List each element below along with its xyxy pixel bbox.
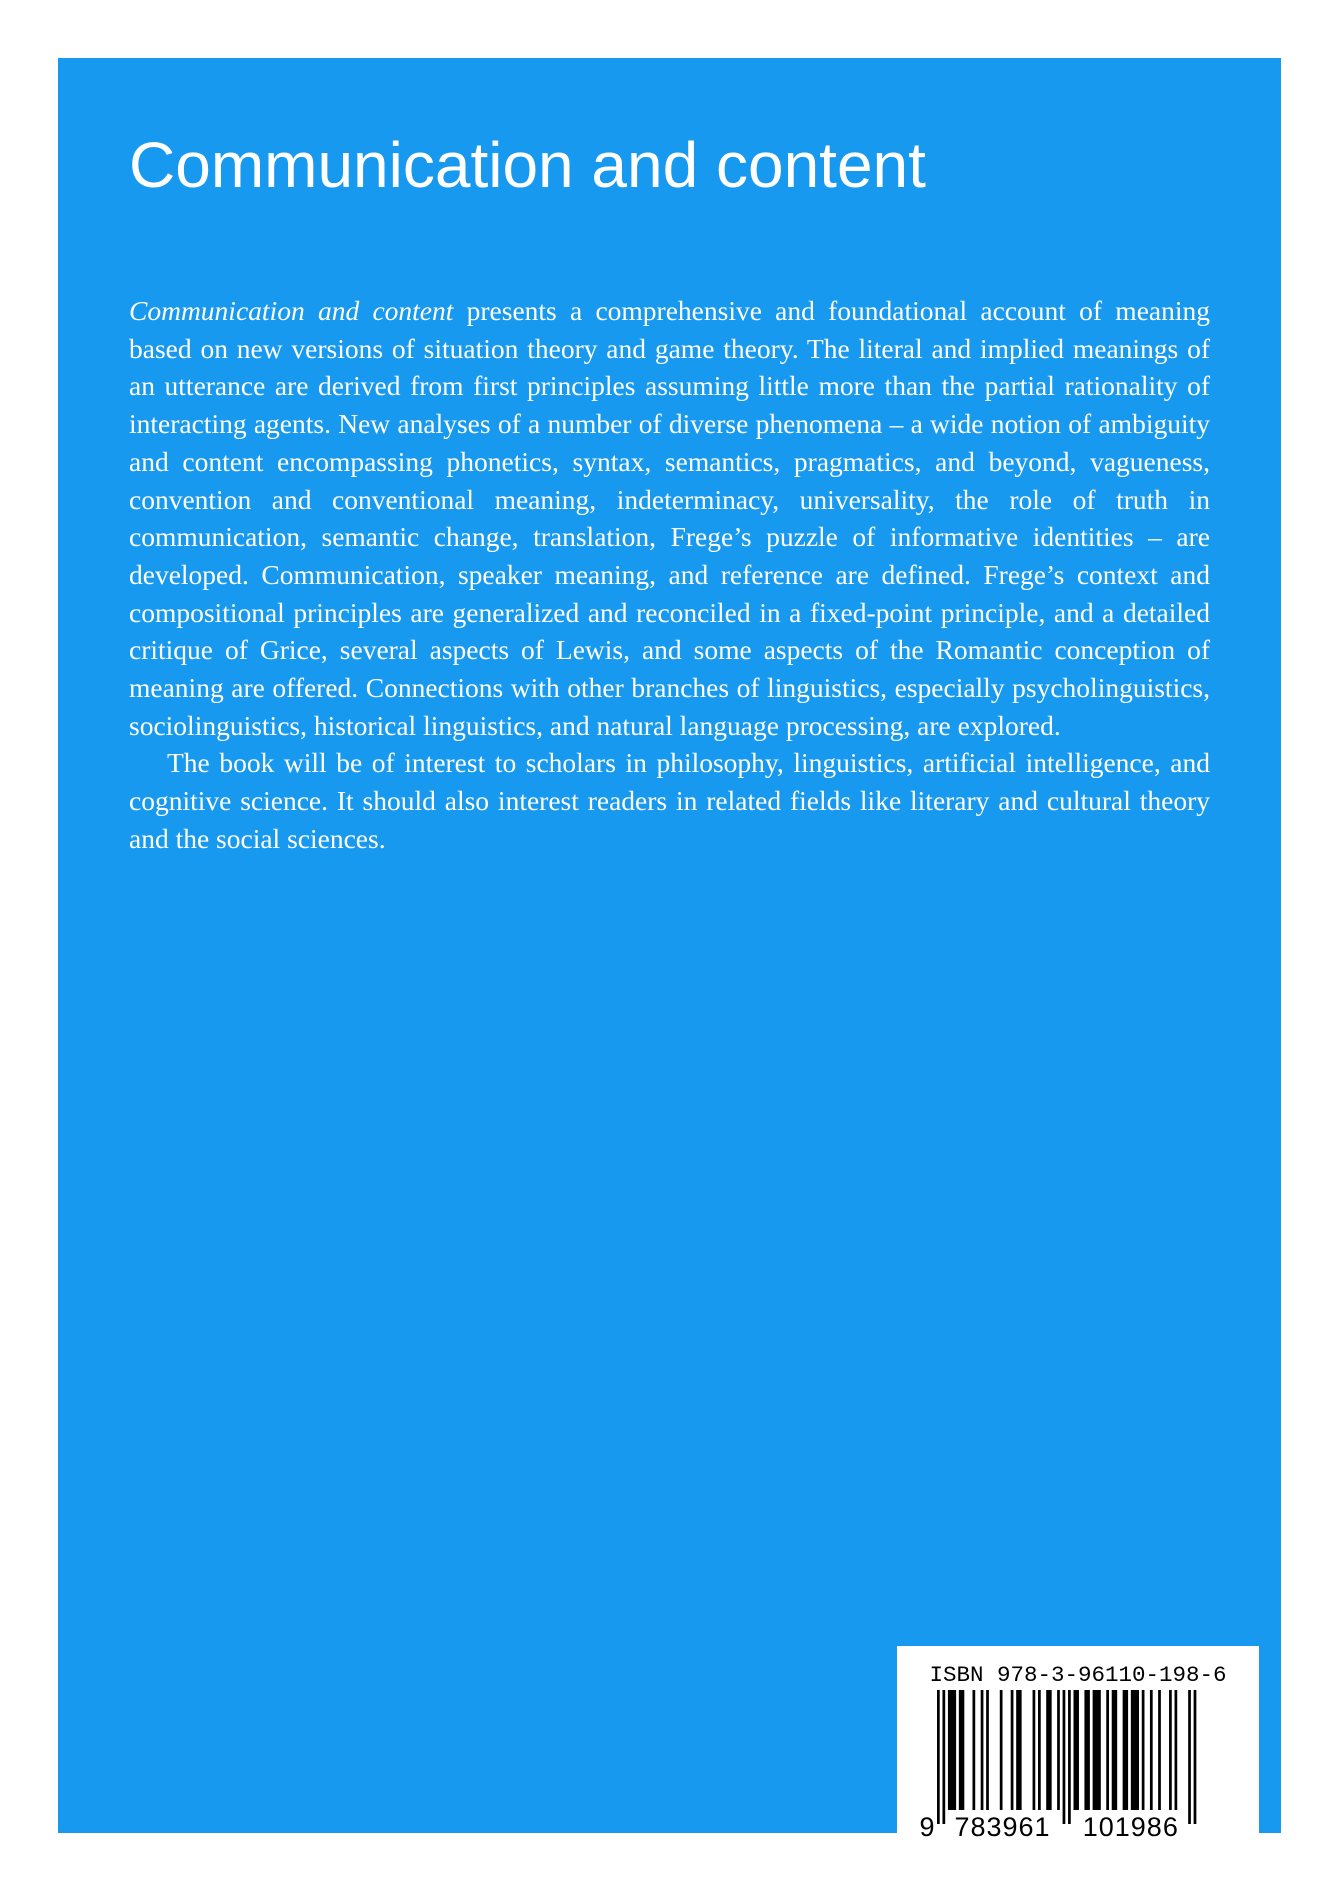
barcode-bar-16 bbox=[1074, 1690, 1079, 1810]
barcode-bar-29 bbox=[1194, 1690, 1197, 1824]
title-italic-mention: Communication and content bbox=[129, 295, 454, 326]
barcode-bar-11 bbox=[1038, 1690, 1041, 1810]
barcode-bar-23 bbox=[1142, 1690, 1145, 1810]
barcode-right-digits: 101986 bbox=[1082, 1812, 1179, 1840]
barcode-bar-14 bbox=[1063, 1690, 1066, 1824]
barcode-bar-10 bbox=[1033, 1690, 1036, 1810]
barcode-bar-0 bbox=[937, 1690, 940, 1824]
book-title: Communication and content bbox=[129, 129, 926, 201]
barcode-icon bbox=[915, 1690, 1241, 1840]
barcode-bar-27 bbox=[1175, 1690, 1178, 1810]
barcode-bar-21 bbox=[1123, 1690, 1128, 1810]
barcode-bar-19 bbox=[1106, 1690, 1109, 1810]
barcode-first-digit: 9 bbox=[919, 1812, 935, 1840]
barcode-bar-2 bbox=[948, 1690, 956, 1810]
barcode-bar-8 bbox=[1011, 1690, 1014, 1810]
barcode-bar-13 bbox=[1057, 1690, 1060, 1810]
description-paragraph-1-text: presents a comprehensive and foundational account of meaning based on new versions of situation theory and game theory. The literal and implied meanings of an utterance are derived from first principles assuming little more than the partial rationality of interacting agents. New analyses of a number of diverse phenomena – a wide notion of ambiguity and content encompassing phonetics, syntax, semantics, pragmatics, and beyond, vagueness, convention and conventional meaning, indeterminacy, universality, the role of truth in communication, semantic change, translation, Frege’s puzzle of informative identities – are developed. Communication, speaker meaning, and reference are defined. Frege’s context and compositional principles are generalized and reconciled in a fixed-point principle, and a detailed critique of Grice, several aspects of Lewis, and some aspects of the Romantic conception of meaning are offered. Connections with other branches of linguistics, especially psycholinguistics, sociolinguistics, historical linguistics, and natural language processing, are explored. bbox=[129, 295, 1210, 741]
barcode-bar-20 bbox=[1112, 1690, 1117, 1810]
barcode-bar-28 bbox=[1188, 1690, 1191, 1824]
isbn-label: ISBN 978-3-96110-198-6 bbox=[929, 1662, 1227, 1688]
barcode-bar-25 bbox=[1158, 1690, 1161, 1810]
barcode-bar-5 bbox=[981, 1690, 984, 1810]
barcode-left-digits: 783961 bbox=[954, 1812, 1051, 1840]
barcode-bar-4 bbox=[972, 1690, 975, 1810]
barcode-bars bbox=[937, 1690, 1196, 1824]
barcode-bar-18 bbox=[1093, 1690, 1101, 1810]
barcode-bar-1 bbox=[942, 1690, 945, 1824]
description-paragraph-2: The book will be of interest to scholars in philosophy, linguistics, artificial intelligence, and cognitive science. It should also interest readers in related fields like literary and cultural theory and the social sciences. bbox=[129, 747, 1210, 854]
barcode-bar-22 bbox=[1131, 1690, 1139, 1810]
barcode-bar-9 bbox=[1016, 1690, 1021, 1810]
barcode-bar-12 bbox=[1046, 1690, 1051, 1810]
barcode-bar-15 bbox=[1068, 1690, 1071, 1824]
book-back-cover bbox=[58, 58, 1281, 1840]
barcode-bar-7 bbox=[1000, 1690, 1003, 1810]
barcode-bar-24 bbox=[1150, 1690, 1153, 1810]
barcode-bar-6 bbox=[986, 1690, 989, 1810]
barcode-bar-17 bbox=[1084, 1690, 1089, 1810]
barcode-bar-26 bbox=[1169, 1690, 1172, 1810]
isbn-barcode-box bbox=[897, 1646, 1259, 1866]
description-paragraph-1 bbox=[129, 292, 1210, 744]
barcode-bar-3 bbox=[959, 1690, 964, 1810]
book-description bbox=[129, 292, 1210, 858]
